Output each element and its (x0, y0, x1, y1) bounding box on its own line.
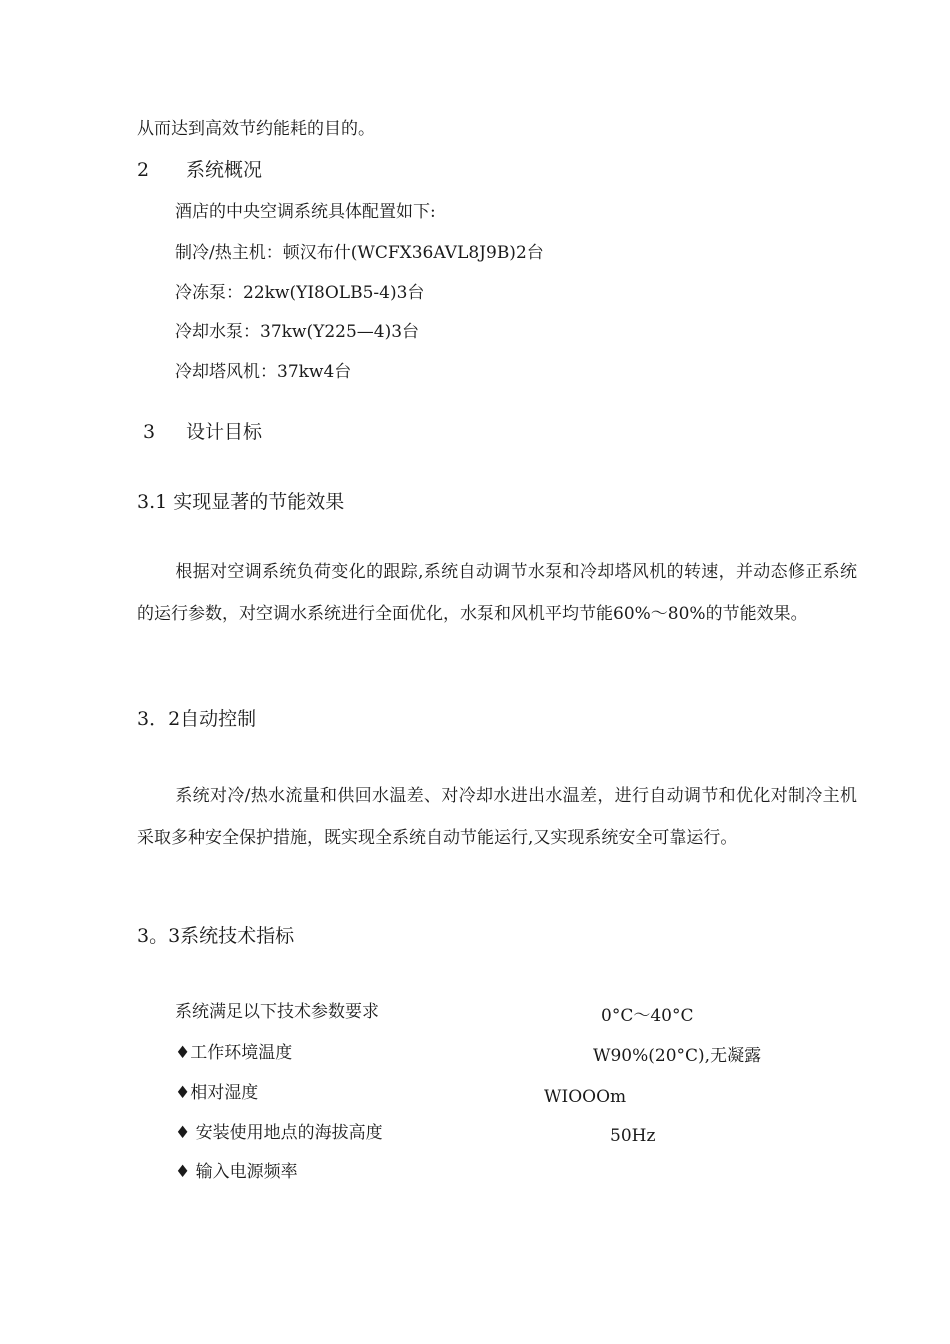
spec-intro: 系统满足以下技术参数要求 (175, 1002, 379, 1022)
config-line: 冷却水泵：37kw(Y225—4)3台 (175, 322, 420, 342)
spec-value: W90%(20°C),无凝露 (593, 1046, 762, 1066)
config-line: 冷冻泵：22kw(YI8OLB5-4)3台 (175, 283, 425, 303)
spec-item-label: ♦ 输入电源频率 (175, 1162, 298, 1182)
config-line: 冷却塔风机：37kw4台 (175, 362, 352, 382)
section-3-1-paragraph: 根据对空调系统负荷变化的跟踪,系统自动调节水泵和冷却塔风机的转速，并动态修正系统的运行参数，对空调水系统进行全面优化，水泵和风机平均节能60%〜80%的节能效果。 (137, 562, 857, 624)
section-2-title: 系统概况 (186, 159, 263, 181)
section-3-2-paragraph: 系统对冷/热水流量和供回水温差、对冷却水进出水温差，进行自动调节和优化对制冷主机采取多种安全保护措施，既实现全系统自动节能运行,又实现系统安全可靠运行。 (137, 786, 857, 848)
intro-tail: 从而达到高效节约能耗的目的。 (137, 119, 375, 139)
spec-item-label: ♦ 安装使用地点的海拔高度 (175, 1123, 383, 1143)
spec-value: WIOOOm (544, 1087, 627, 1107)
spec-value: 0°C〜40°C (601, 1006, 694, 1026)
spec-item-label: ♦相对湿度 (175, 1083, 259, 1103)
section-3-3-heading: 3。3系统技术指标 (137, 925, 295, 947)
config-line: 酒店的中央空调系统具体配置如下: (175, 202, 436, 222)
section-3-1-heading: 3.1 实现显著的节能效果 (137, 491, 345, 513)
section-2-number: 2 (137, 159, 150, 181)
section-3-2-heading: 3．2自动控制 (137, 708, 257, 730)
spec-value: 50Hz (610, 1126, 656, 1146)
section-3-number: 3 (143, 421, 156, 443)
spec-item-label: ♦工作环境温度 (175, 1043, 293, 1063)
config-line: 制冷/热主机：顿汉布什(WCFX36AVL8J9B)2台 (175, 243, 544, 263)
section-3-title: 设计目标 (186, 421, 263, 443)
